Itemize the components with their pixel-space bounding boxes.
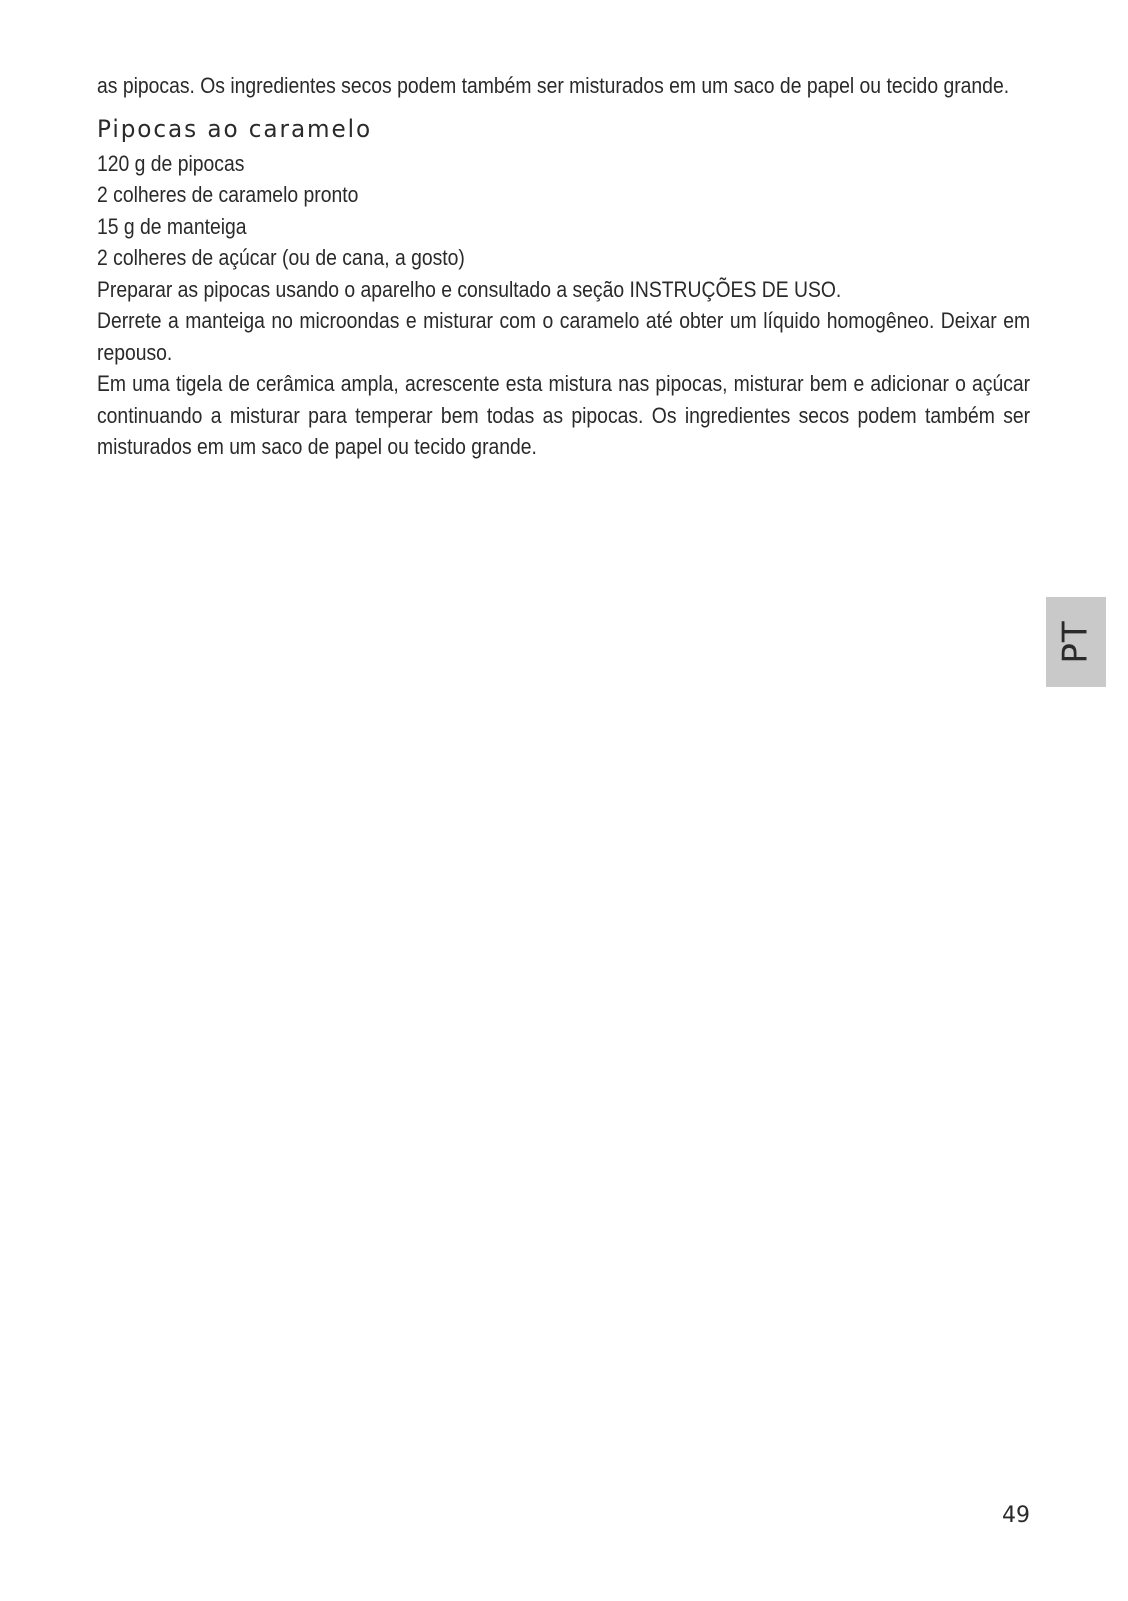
step-paragraph: Em uma tigela de cerâmica ampla, acrescente esta mistura nas pipocas, misturar bem e adicionar o açúcar continuando a misturar para temperar bem todas as pipocas. Os ingredientes secos podem também ser misturados em um saco de papel ou tecido grande. [97, 371, 1031, 459]
ingredient-line: 2 colheres de caramelo pronto [97, 182, 359, 207]
page-content [97, 70, 1030, 463]
page-number: 49 [1002, 1503, 1030, 1528]
language-tab-label: PT [1056, 620, 1096, 664]
language-tab [1046, 597, 1106, 687]
recipe-heading: Pipocas ao caramelo [97, 114, 373, 143]
step-paragraph: Preparar as pipocas usando o aparelho e consultado a seção INSTRUÇÕES DE USO. [97, 276, 842, 302]
intro-paragraph: as pipocas. Os ingredientes secos podem também ser misturados em um saco de papel ou tecido grande. [97, 73, 1010, 98]
ingredient-line: 15 g de manteiga [97, 213, 247, 239]
ingredient-line: 120 g de pipocas [97, 150, 245, 176]
ingredient-line: 2 colheres de açúcar (ou de cana, a gosto) [97, 245, 465, 270]
step-paragraph: Derrete a manteiga no microondas e misturar com o caramelo até obter um líquido homogêneo. Deixar em repouso. [97, 308, 1031, 365]
